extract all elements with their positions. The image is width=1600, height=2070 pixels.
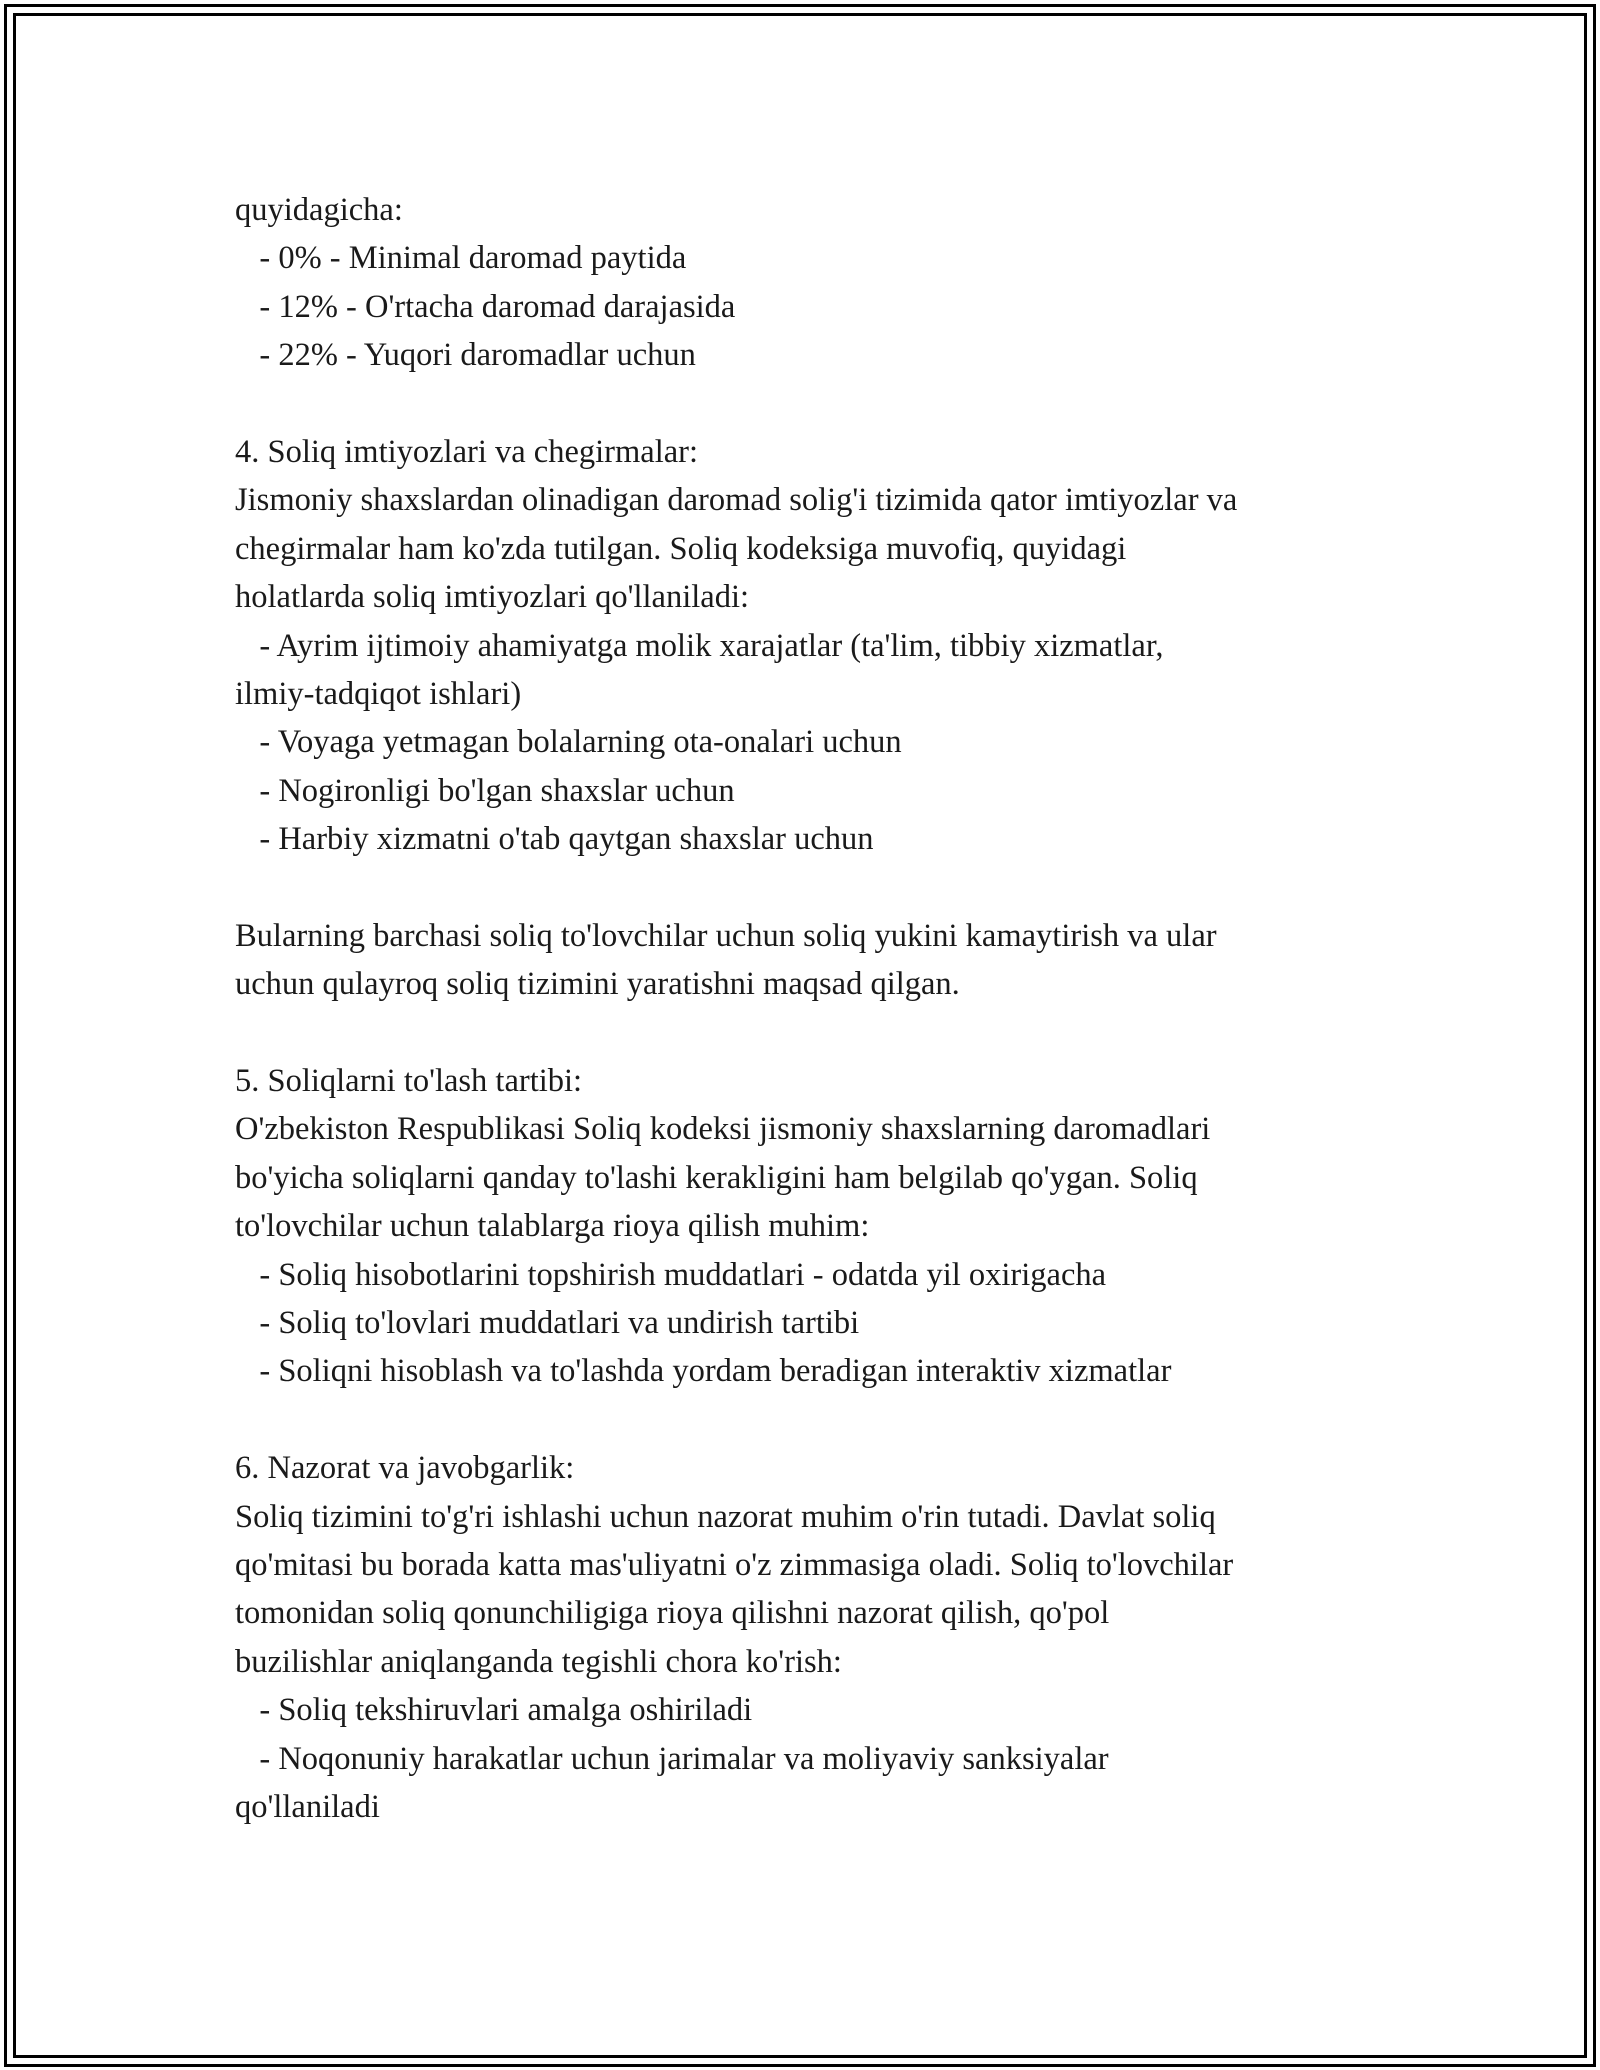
blank-line	[235, 863, 1375, 911]
paragraph-line: O'zbekiston Respublikasi Soliq kodeksi jismoniy shaxslarning daromadlari	[235, 1111, 1211, 1148]
list-item: - Harbiy xizmatni o'tab qaytgan shaxslar uchun	[235, 821, 874, 858]
list-item: - Noqonuniy harakatlar uchun jarimalar va moliyaviy sanksiyalar	[235, 1740, 1109, 1777]
document-body	[235, 186, 1375, 1831]
list-item: - Soliq hisobotlarini topshirish muddatlari - odatda yil oxirigacha	[235, 1256, 1107, 1293]
paragraph-line: holatlarda soliq imtiyozlari qo'llaniladi:	[235, 579, 750, 616]
paragraph-line: Bularning barchasi soliq to'lovchilar uchun soliq yukini kamaytirish va ular	[235, 917, 1217, 954]
list-item: - Ayrim ijtimoiy ahamiyatga molik xarajatlar (ta'lim, tibbiy xizmatlar,	[235, 627, 1164, 664]
list-item: - Soliqni hisoblash va to'lashda yordam beradigan interaktiv xizmatlar	[235, 1353, 1172, 1390]
paragraph-line: to'lovchilar uchun talablarga rioya qilish muhim:	[235, 1208, 870, 1245]
blank-line	[235, 380, 1375, 428]
section-heading: 6. Nazorat va javobgarlik:	[235, 1450, 575, 1487]
list-item-continuation: qo'llaniladi	[235, 1788, 380, 1825]
list-item: - Voyaga yetmagan bolalarning ota-onalari uchun	[235, 724, 902, 761]
paragraph-line: tomonidan soliq qonunchiligiga rioya qilishni nazorat qilish, qo'pol	[235, 1595, 1110, 1632]
paragraph-line: Soliq tizimini to'g'ri ishlashi uchun nazorat muhim o'rin tutadi. Davlat soliq	[235, 1498, 1216, 1535]
list-item: - Nogironligi bo'lgan shaxslar uchun	[235, 772, 735, 809]
list-item-continuation: ilmiy-tadqiqot ishlari)	[235, 675, 522, 712]
blank-line	[235, 1009, 1375, 1057]
text-line: quyidagicha:	[235, 192, 403, 228]
list-item: - Soliq tekshiruvlari amalga oshiriladi	[235, 1692, 753, 1729]
list-item: - 0% - Minimal daromad paytida	[235, 240, 687, 277]
list-item: - 12% - O'rtacha daromad darajasida	[235, 288, 736, 325]
paragraph-line: uchun qulayroq soliq tizimini yaratishni maqsad qilgan.	[235, 966, 960, 1003]
section-heading: 4. Soliq imtiyozlari va chegirmalar:	[235, 433, 698, 470]
paragraph-line: bo'yicha soliqlarni qanday to'lashi kerakligini ham belgilab qo'ygan. Soliq	[235, 1159, 1198, 1196]
section-heading: 5. Soliqlarni to'lash tartibi:	[235, 1063, 583, 1100]
paragraph-line: qo'mitasi bu borada katta mas'uliyatni o'z zimmasiga oladi. Soliq to'lovchilar	[235, 1546, 1234, 1583]
list-item: - 22% - Yuqori daromadlar uchun	[235, 337, 696, 374]
blank-line	[235, 1396, 1375, 1444]
paragraph-line: buzilishlar aniqlanganda tegishli chora ko'rish:	[235, 1643, 842, 1680]
paragraph-line: chegirmalar ham ko'zda tutilgan. Soliq kodeksiga muvofiq, quyidagi	[235, 530, 1127, 567]
list-item: - Soliq to'lovlari muddatlari va undirish tartibi	[235, 1304, 860, 1341]
paragraph-line: Jismoniy shaxslardan olinadigan daromad solig'i tizimida qator imtiyozlar va	[235, 482, 1238, 519]
